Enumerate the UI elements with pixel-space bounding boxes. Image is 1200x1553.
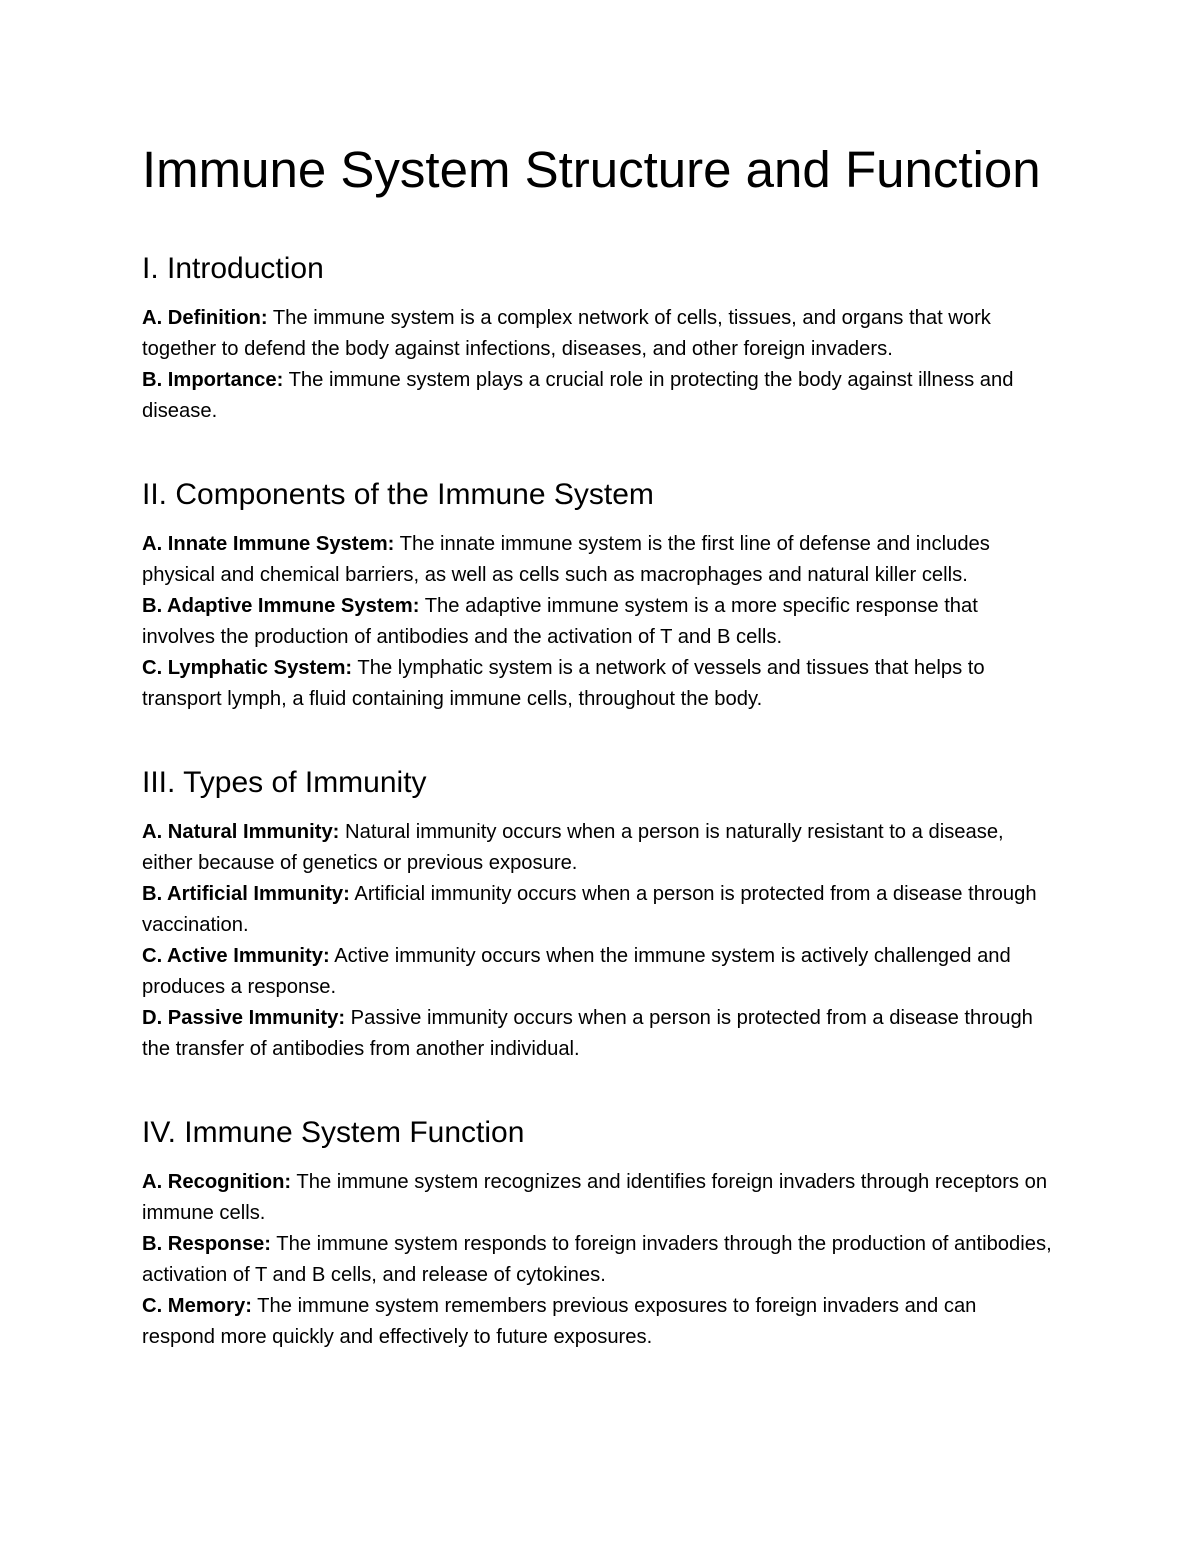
list-item bbox=[142, 591, 1054, 653]
item-text: The lymphatic system is a network of vessels and tissues that helps to transport lymph, a fluid containing immune cells, throughout the body. bbox=[142, 657, 985, 710]
document-title: Immune System Structure and Function bbox=[142, 141, 1041, 198]
document-body bbox=[142, 139, 1054, 1353]
list-item bbox=[142, 1003, 1054, 1065]
item-label: B. Importance: bbox=[142, 369, 284, 391]
section-function bbox=[142, 1115, 1054, 1353]
section-heading: I. Introduction bbox=[142, 252, 324, 285]
list-item bbox=[142, 529, 1054, 591]
list-item bbox=[142, 817, 1054, 879]
item-label: D. Passive Immunity: bbox=[142, 1007, 346, 1029]
section-heading: II. Components of the Immune System bbox=[142, 478, 654, 511]
section-types-of-immunity bbox=[142, 765, 1054, 1065]
item-text: Passive immunity occurs when a person is protected from a disease through the transfer of antibodies from another individual. bbox=[142, 1007, 1033, 1060]
section-components bbox=[142, 477, 1054, 715]
item-label: A. Definition: bbox=[142, 307, 268, 329]
item-text: Artificial immunity occurs when a person is protected from a disease through vaccination. bbox=[142, 883, 1037, 936]
section-introduction bbox=[142, 251, 1054, 427]
item-label: B. Adaptive Immune System: bbox=[142, 595, 420, 617]
item-label: B. Artificial Immunity: bbox=[142, 883, 350, 905]
item-label: B. Response: bbox=[142, 1233, 272, 1255]
item-text: Natural immunity occurs when a person is naturally resistant to a disease, either because of genetics or previous exposure. bbox=[142, 821, 1004, 874]
item-text: Active immunity occurs when the immune system is actively challenged and produces a response. bbox=[142, 945, 1011, 998]
item-text: The immune system is a complex network of cells, tissues, and organs that work together to defend the body against infections, diseases, and other foreign invaders. bbox=[142, 307, 991, 360]
item-text: The immune system responds to foreign invaders through the production of antibodies, activation of T and B cells, and release of cytokines. bbox=[142, 1233, 1052, 1286]
section-heading: IV. Immune System Function bbox=[142, 1116, 525, 1149]
list-item bbox=[142, 1167, 1054, 1229]
item-text: The innate immune system is the first line of defense and includes physical and chemical barriers, as well as cells such as macrophages and natural killer cells. bbox=[142, 533, 990, 586]
item-label: A. Natural Immunity: bbox=[142, 821, 340, 843]
item-label: C. Active Immunity: bbox=[142, 945, 330, 967]
list-item bbox=[142, 941, 1054, 1003]
item-label: C. Memory: bbox=[142, 1295, 252, 1317]
list-item bbox=[142, 303, 1054, 365]
list-item bbox=[142, 653, 1054, 715]
item-text: The immune system plays a crucial role in protecting the body against illness and disease. bbox=[142, 369, 1014, 422]
list-item bbox=[142, 1291, 1054, 1353]
item-label: A. Innate Immune System: bbox=[142, 533, 395, 555]
list-item bbox=[142, 365, 1054, 427]
section-heading: III. Types of Immunity bbox=[142, 766, 427, 799]
item-label: C. Lymphatic System: bbox=[142, 657, 353, 679]
item-text: The immune system remembers previous exposures to foreign invaders and can respond more quickly and effectively to future exposures. bbox=[142, 1295, 977, 1348]
list-item bbox=[142, 879, 1054, 941]
item-text: The immune system recognizes and identifies foreign invaders through receptors on immune cells. bbox=[142, 1171, 1048, 1224]
list-item bbox=[142, 1229, 1054, 1291]
item-label: A. Recognition: bbox=[142, 1171, 292, 1193]
item-text: The adaptive immune system is a more specific response that involves the production of antibodies and the activation of T and B cells. bbox=[142, 595, 978, 648]
